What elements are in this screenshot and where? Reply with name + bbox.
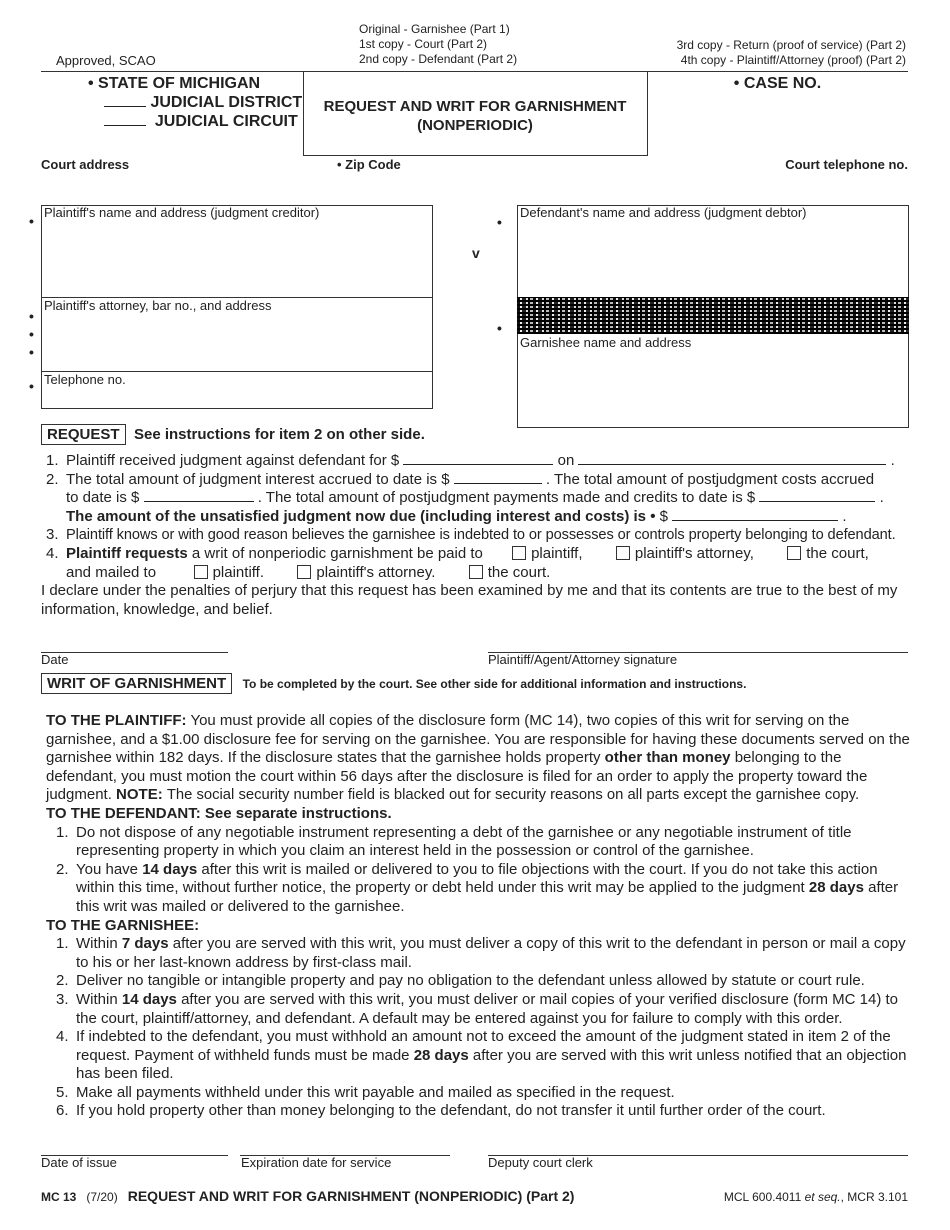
request-heading (41, 424, 425, 445)
bullet-marker: • (29, 213, 34, 229)
to-defendant-heading: TO THE DEFENDANT: See separate instructions. (46, 804, 392, 822)
court-address-label: Court address (41, 157, 130, 172)
district-blank[interactable] (104, 94, 146, 107)
footer-title: REQUEST AND WRIT FOR GARNISHMENT (NONPERIODIC) (Part 2) (127, 1188, 575, 1204)
attorney-label: Plaintiff's attorney, bar no., and address (44, 298, 272, 313)
request-item-3: 3. Plaintiff knows or with good reason believes the garnishee is indebted to or possesses or controls property belonging to defendant. (46, 526, 896, 544)
copy-line: 2nd copy - Defendant (Part 2) (359, 52, 518, 66)
judicial-circuit: JUDICIAL CIRCUIT (104, 113, 298, 131)
bullet-marker: • (29, 344, 34, 360)
bullet-marker: • (29, 326, 34, 342)
request-note: See instructions for item 2 on other side. (133, 426, 425, 443)
date-label: Date (41, 652, 69, 667)
bullet-marker: • (497, 320, 502, 336)
request-items (46, 452, 910, 582)
copy-line: 3rd copy - Return (proof of service) (Part 2) (676, 38, 906, 52)
approved-scao: Approved, SCAO (56, 53, 156, 68)
statute-reference: MCL 600.4011 et seq., MCR 3.101 (723, 1190, 908, 1204)
copy-line: Original - Garnishee (Part 1) (359, 22, 510, 36)
perjury-declaration: I declare under the penalties of perjury that this request has been examined by me and that its contents are true to the best of my information, knowledge, and belief. (41, 582, 898, 618)
garnishee-item-3: 3. Within 14 days after you are served with this writ, you must deliver or mail copies of your verified disclosure (form MC 14) to the court, plaintiff/attorney, and defendant. A default may be entered against you for failure to comply with this order. (56, 990, 899, 1027)
zip-code-label: • Zip Code (337, 157, 401, 172)
pay-attorney-checkbox[interactable] (616, 546, 630, 560)
bullet-marker: • (29, 378, 34, 394)
date-of-issue-label: Date of issue (41, 1155, 117, 1170)
writ-label: WRIT OF GARNISHMENT (41, 673, 232, 694)
garnishee-item-2: 2. Deliver no tangible or intangible property and pay no obligation to the defendant unless allowed by statute or court rule. (56, 972, 865, 990)
request-item-2: 2. The total amount of judgment interest accrued to date is $ . The total amount of postjudgment costs accrued to date is $ . The total amount of postjudgment payments made and credits to date is $ . The amount of the unsatisfied judgment now due (including interest and costs) is • $ . (46, 470, 884, 525)
to-plaintiff: TO THE PLAINTIFF: You must provide all copies of the disclosure form (MC 14), two copies of this writ for serving on the garnishee, and a $1.00 disclosure fee for serving on the garnishee. You are responsible for having these documents served on the garnishee within 182 days. If the disclosure states that the garnishee holds property other than money belonging to the defendant, you must motion the court within 56 days after the disclosure is filed for an order to apply the property toward the judgment. NOTE: The social security number field is blacked out for security reasons on all parts except the garnishee copy. (46, 712, 910, 804)
garnishee-label: Garnishee name and address (520, 335, 692, 350)
form-footer (41, 1188, 574, 1205)
defendant-label: Defendant's name and address (judgment debtor) (520, 205, 807, 220)
garnishee-item-1: 1. Within 7 days after you are served with this writ, you must deliver a copy of this writ to the defendant in person or mail a copy to his or her last-known address by first-class mail. (56, 935, 906, 971)
pay-plaintiff-checkbox[interactable] (512, 546, 526, 560)
payments-field[interactable] (759, 489, 875, 502)
defendant-list (46, 824, 910, 917)
copy-line: 1st copy - Court (Part 2) (359, 37, 488, 51)
writ-note: To be completed by the court. See other side for additional information and instructions. (242, 677, 747, 691)
circuit-blank[interactable] (104, 113, 146, 126)
defendant-item-2: 2. You have 14 days after this writ is mailed or delivered to you to file objections with the court. If you do not take this action within this time, without further notice, the property or debt held under this writ may be applied to the judgment 28 days after this writ was mailed or delivered to the garnishee. (56, 860, 899, 915)
garnishee-item-6: 6. If you hold property other than money belonging to the defendant, do not transfer it until further order of the court. (56, 1102, 826, 1120)
unsatisfied-amount-field[interactable] (672, 508, 838, 521)
bullet-marker: • (497, 214, 502, 230)
versus-label: v (472, 245, 480, 261)
copy-distribution-right (677, 38, 906, 68)
plaintiff-signature-label: Plaintiff/Agent/Attorney signature (488, 652, 678, 667)
judgment-amount-field[interactable] (403, 452, 553, 465)
date-signature-line[interactable] (41, 652, 228, 653)
writ-heading (41, 673, 746, 694)
judicial-district: JUDICIAL DISTRICT (104, 94, 302, 112)
form-number: MC 13 (41, 1190, 77, 1204)
judgment-date-field[interactable] (578, 452, 886, 465)
mail-plaintiff-checkbox[interactable] (194, 565, 208, 579)
request-label: REQUEST (41, 424, 126, 445)
ssn-redaction-bar (517, 297, 909, 334)
deputy-clerk-label: Deputy court clerk (488, 1155, 593, 1170)
garnishee-item-5: 5. Make all payments withheld under this writ payable and mailed as specified in the request. (56, 1083, 675, 1101)
telephone-label: Telephone no. (44, 372, 126, 387)
to-garnishee-heading: TO THE GARNISHEE: (46, 916, 200, 934)
case-no-label: • CASE NO. (733, 75, 822, 92)
mail-court-checkbox[interactable] (469, 565, 483, 579)
plaintiff-label: Plaintiff's name and address (judgment creditor) (44, 205, 320, 220)
garnishee-list (46, 935, 910, 1121)
form-title: REQUEST AND WRIT FOR GARNISHMENT (NONPERIODIC) (323, 98, 627, 134)
request-item-1: 1. Plaintiff received judgment against defendant for $ on . (46, 452, 895, 469)
pay-court-checkbox[interactable] (787, 546, 801, 560)
request-item-4: 4. Plaintiff requests a writ of nonperiodic garnishment be paid to plaintiff, plaintiff's attorney, the court, and mailed to plaintiff. plaintiff's attorney. the court. (46, 544, 869, 581)
mail-attorney-checkbox[interactable] (297, 565, 311, 579)
copy-distribution-center (359, 22, 517, 67)
garnishee-item-4: 4. If indebted to the defendant, you must withhold an amount not to exceed the amount of the judgment stated in item 2 of the request. Payment of withheld funds must be made 28 days after you are served with this writ unless notified that an objection has been filed. (56, 1028, 907, 1083)
expiration-date-label: Expiration date for service (241, 1155, 392, 1170)
court-state: • STATE OF MICHIGAN (88, 75, 261, 92)
interest-field[interactable] (454, 471, 542, 484)
costs-field[interactable] (144, 489, 254, 502)
writ-instructions (46, 712, 910, 1121)
bullet-marker: • (29, 308, 34, 324)
form-revision: (7/20) (86, 1190, 118, 1204)
copy-line: 4th copy - Plaintiff/Attorney (proof) (Part 2) (680, 53, 906, 67)
defendant-item-1: 1. Do not dispose of any negotiable instrument representing a debt of the garnishee or any negotiable instrument of title representing property in which you claim an interest held in the possession or control of the garnishee. (56, 823, 852, 860)
court-phone-label: Court telephone no. (785, 157, 908, 172)
